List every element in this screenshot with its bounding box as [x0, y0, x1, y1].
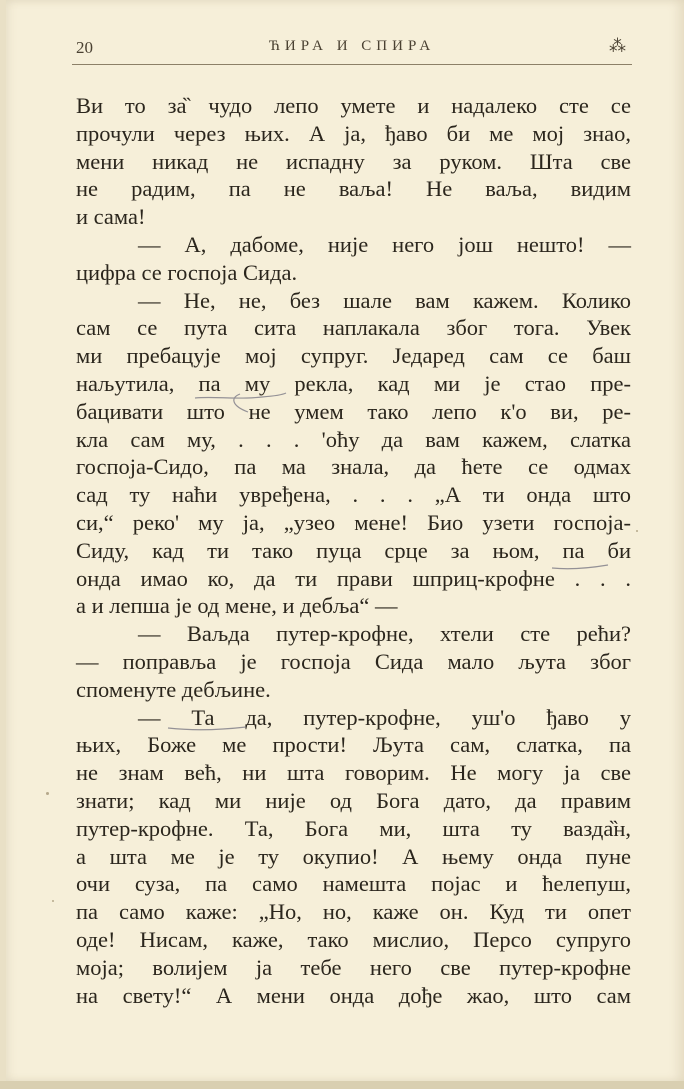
pencil-underline-3 [552, 565, 608, 569]
text-line: — А, дабоме, није него још нешто! — [138, 231, 631, 257]
text-line: путер-крофне. Та, Бога ми, шта ту вазда̏н, [76, 815, 631, 841]
paper-speck [636, 530, 638, 532]
text-line: знати; кад ми није од Бога дато, да правим [76, 787, 631, 813]
paper-speck [46, 792, 49, 795]
text-line: наљутила, па му рекла, кад ми је стао пре- [76, 370, 631, 396]
text-line: не знам већ, ни шта говорим. Не могу ја све [76, 760, 631, 786]
text-line: Сиду, кад ти тако пуца срце за њом, па би [76, 537, 631, 563]
pencil-underline-2 [234, 394, 248, 412]
text-line: њих, Боже ме прости! Љута сам, слатка, па [76, 732, 631, 758]
text-line: бацивати што не умем тако лепо к'о ви, ре- [76, 398, 631, 424]
text-line: ми пребацује мој супруг. Једаред сам се баш [76, 343, 631, 369]
text-line: Ви то за̏ чудо лепо умете и надалеко сте се [76, 93, 631, 118]
text-line: сам се пута сита наплакала због тога. Увек [76, 315, 631, 341]
text-line: оде! Нисам, каже, тако мислио, Персо супруго [76, 926, 631, 952]
text-line: а шта ме је ту окупио! А њему онда пуне [76, 843, 631, 869]
page-number: 20 [76, 38, 93, 57]
text-line: — поправља је госпоја Сида мало љута због [76, 648, 631, 674]
text-line: — Ваљда путер-крофне, хтели сте рећи? [138, 621, 631, 647]
pencil-underline-4 [168, 727, 246, 730]
text-line: споменуте дебљине. [76, 676, 271, 702]
text-line: и сама! [76, 204, 146, 230]
paper-speck [52, 900, 54, 902]
text-line: па само каже: „Но, но, каже он. Куд ти опет [76, 899, 631, 925]
text-line: прочули через њих. А ја, ђаво би ме мој знао, [76, 120, 631, 146]
asterism-icon: ⁂ [609, 36, 626, 55]
text-line: — Та да, путер-крофне, уш'о ђаво у [138, 704, 631, 730]
text-line: очи суза, па само намешта појас и ћелепуш, [76, 871, 631, 897]
running-title: ЋИРА И СПИРА [268, 38, 436, 54]
text-line: цифра се госпоја Сида. [76, 259, 298, 285]
text-line: госпоја-Сидо, па ма знала, да ћете се одмах [76, 454, 631, 480]
text-line: кла сам му, . . . 'оћу да вам кажем, слатка [76, 426, 631, 452]
pencil-underline-1 [195, 393, 286, 398]
text-line: сад ту наћи увређена, . . . „А ти онда што [76, 482, 631, 508]
text-line: мени никад не испадну за руком. Шта све [76, 148, 631, 174]
text-line: си,“ реко' му ја, „узео мене! Био узети госпоја- [76, 509, 631, 535]
text-line: а и лепша је од мене, и дебља“ — [76, 593, 398, 619]
text-line: моја; волијем ја тебе него све путер-крофне [76, 954, 631, 980]
text-line: онда имао ко, да ти прави шприц-крофне . . . [76, 565, 631, 591]
text-line: — Не, не, без шале вам кажем. Колико [138, 287, 631, 313]
text-line: на свету!“ А мени онда дође жао, што сам [76, 982, 631, 1008]
text-line: не радим, па не ваља! Не ваља, видим [76, 176, 631, 202]
